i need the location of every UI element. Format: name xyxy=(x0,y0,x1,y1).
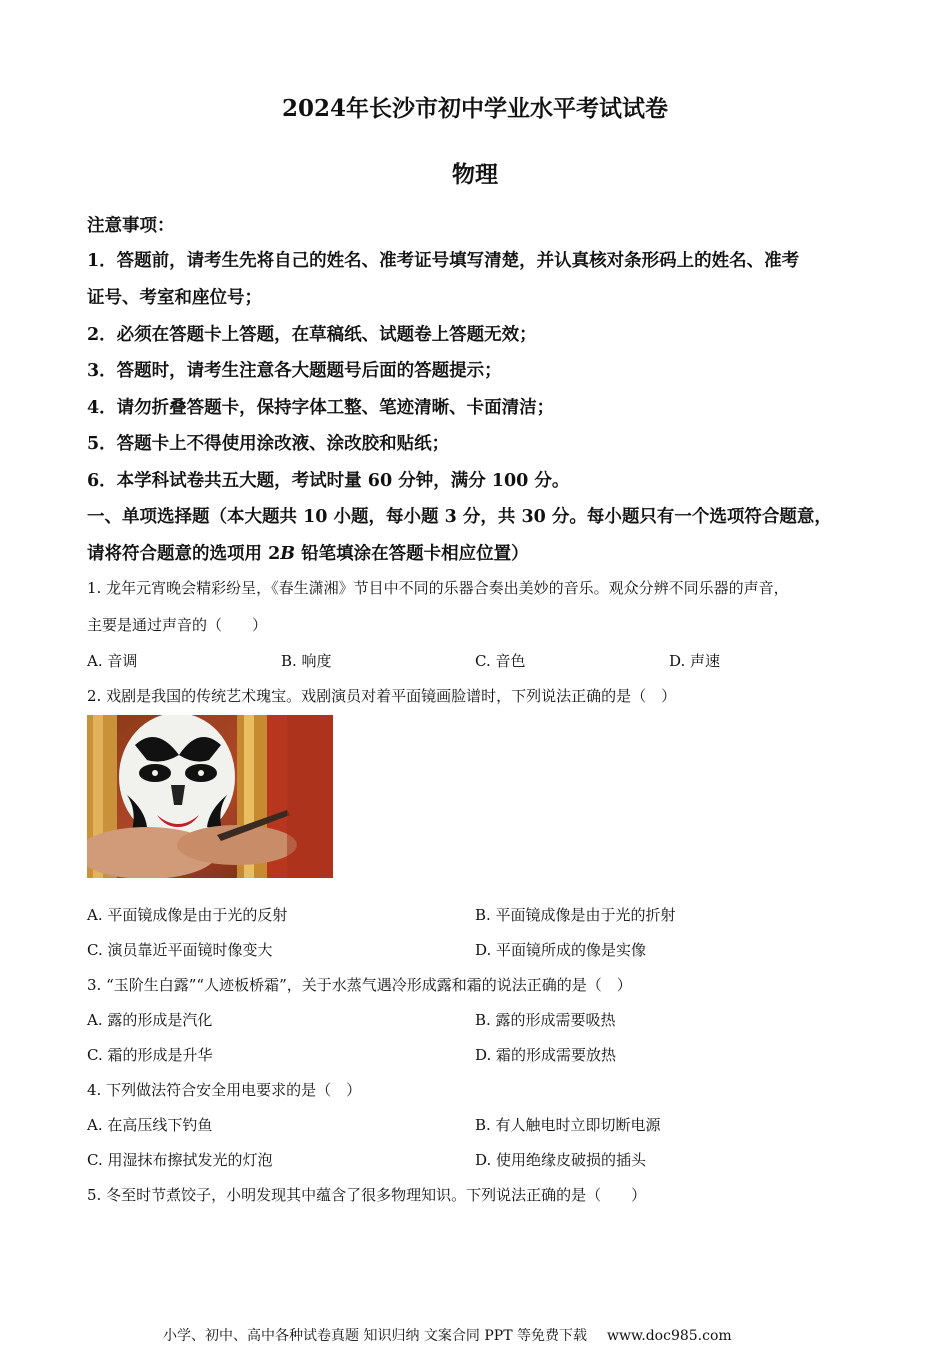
page-footer xyxy=(163,1325,732,1345)
q3-option-b: B. 露的形成需要吸热 xyxy=(475,1011,616,1029)
q5-stem: 5. 冬至时节煮饺子，小明发现其中蕴含了很多物理知识。下列说法正确的是（ ） xyxy=(87,1186,647,1204)
exam-title: 2024年长沙市初中学业水平考试试卷 xyxy=(281,95,668,122)
subject-title: 物理 xyxy=(452,161,498,188)
q2-option-a: A. 平面镜成像是由于光的反射 xyxy=(87,906,288,924)
q4-option-d: D. 使用绝缘皮破损的插头 xyxy=(475,1151,647,1169)
notice-heading: 注意事项： xyxy=(87,216,175,236)
q1-stem-line-2: 主要是通过声音的（ ） xyxy=(87,616,268,634)
q4-option-c: C. 用湿抹布擦拭发光的灯泡 xyxy=(87,1151,273,1169)
q2-option-d: D. 平面镜所成的像是实像 xyxy=(475,941,647,959)
footer-text: 小学、初中、高中各种试卷真题 知识归纳 文案合同 PPT 等免费下载 xyxy=(163,1328,587,1344)
q2-stem: 2. 戏剧是我国的传统艺术瑰宝。戏剧演员对着平面镜画脸谱时，下列说法正确的是（ ） xyxy=(87,687,677,705)
notice-item-3: 3．答题时，请考生注意各大题题号后面的答题提示； xyxy=(87,361,502,381)
footer-url[interactable]: www.doc985.com xyxy=(606,1328,732,1344)
q2-option-c: C. 演员靠近平面镜时像变大 xyxy=(87,941,273,959)
section-1-text-b: B xyxy=(280,544,296,564)
q1-option-c: C. 音色 xyxy=(475,652,526,670)
q3-option-d: D. 霜的形成需要放热 xyxy=(475,1046,617,1064)
section-1-text-c: 铅笔填涂在答题卡相应位置） xyxy=(295,544,529,564)
q4-option-b: B. 有人触电时立即切断电源 xyxy=(475,1116,661,1134)
q3-stem: 3. “玉阶生白露”“人迹板桥霜”，关于水蒸气遇冷形成露和霜的说法正确的是（ ） xyxy=(87,976,632,994)
opera-makeup-photo xyxy=(87,715,333,878)
q2-option-b: B. 平面镜成像是由于光的折射 xyxy=(475,906,676,924)
notice-item-6: 6．本学科试卷共五大题，考试时量 60 分钟，满分 100 分。 xyxy=(87,471,570,491)
q1-option-a: A. 音调 xyxy=(87,652,138,670)
notice-item-4: 4．请勿折叠答题卡，保持字体工整、笔迹清晰、卡面清洁； xyxy=(87,398,555,418)
q1-stem-line-1: 1. 龙年元宵晚会精彩纷呈，《春生潇湘》节目中不同的乐器合奏出美妙的音乐。观众分辨不同乐器的声音， xyxy=(87,579,789,597)
section-1-heading-line-2 xyxy=(87,540,529,565)
q1-option-d: D. 声速 xyxy=(669,652,721,670)
notice-item-2: 2．必须在答题卡上答题，在草稿纸、试题卷上答题无效； xyxy=(87,325,537,345)
notice-item-1-line-2: 证号、考室和座位号； xyxy=(87,288,262,308)
q3-option-c: C. 霜的形成是升华 xyxy=(87,1046,213,1064)
q3-option-a: A. 露的形成是汽化 xyxy=(87,1011,213,1029)
q4-stem: 4. 下列做法符合安全用电要求的是（ ） xyxy=(87,1081,362,1099)
section-1-text-a: 请将符合题意的选项用 2 xyxy=(87,544,281,564)
q4-option-a: A. 在高压线下钓鱼 xyxy=(87,1116,213,1134)
notice-item-1-line-1: 1．答题前，请考生先将自己的姓名、准考证号填写清楚，并认真核对条形码上的姓名、准考 xyxy=(87,251,800,271)
notice-item-5: 5．答题卡上不得使用涂改液、涂改胶和贴纸； xyxy=(87,434,450,454)
q1-option-b: B. 响度 xyxy=(281,652,332,670)
section-1-heading-line-1: 一、单项选择题（本大题共 10 小题，每小题 3 分，共 30 分。每小题只有一个选项符合题意， xyxy=(87,507,832,527)
